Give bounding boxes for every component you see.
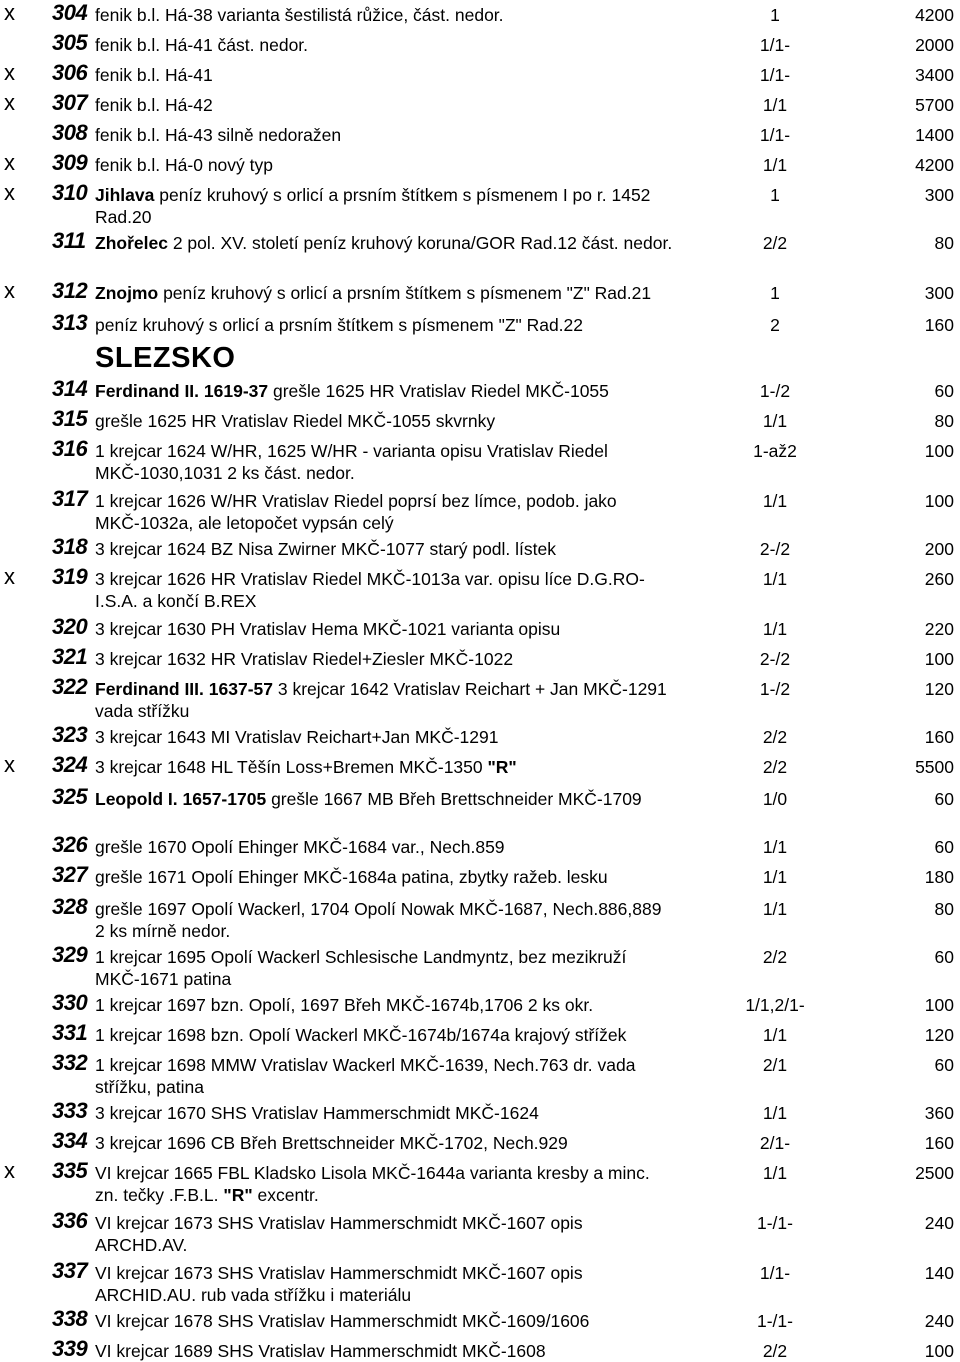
lot-number: 331 <box>52 1020 88 1045</box>
selected-mark: x <box>4 90 15 115</box>
lot-description: VI krejcar 1678 SHS Vratislav Hammerschmidt MKČ-1609/1606 <box>95 1311 590 1331</box>
lot-price: 200 <box>924 539 954 559</box>
lot-description: 3 krejcar 1632 HR Vratislav Riedel+Ziesler MKČ-1022 <box>95 649 514 669</box>
lot-number: 304 <box>52 0 88 25</box>
lot-number: 323 <box>52 722 88 747</box>
lot-description: 1 krejcar 1698 bzn. Opolí Wackerl MKČ-1674b/1674a krajový střížek <box>95 1025 627 1045</box>
lot-grade: 1-/1- <box>757 1311 793 1331</box>
lot-number: 339 <box>52 1336 88 1361</box>
lot-grade: 2/2 <box>762 1341 788 1361</box>
lot-price: 100 <box>924 1341 954 1361</box>
lot-price: 360 <box>924 1103 954 1123</box>
lot-price: 160 <box>924 315 954 335</box>
lot-price: 2500 <box>915 1163 954 1183</box>
lot-price: 60 <box>934 381 954 401</box>
lot-grade: 2/2 <box>762 947 788 967</box>
lot-grade: 1 <box>770 5 780 25</box>
rarity-mark: "R" <box>223 1185 253 1205</box>
lot-description: 1 krejcar 1624 W/HR, 1625 W/HR - varianta opisu Vratislav Riedel MKČ-1030,1031 2 ks část. nedor. <box>95 441 608 483</box>
selected-mark: x <box>4 752 15 777</box>
lot-grade: 1/1- <box>759 65 791 85</box>
lot-description: grešle 1670 Opolí Ehinger MKČ-1684 var., Nech.859 <box>95 837 505 857</box>
lot-grade: 1/1 <box>762 619 788 639</box>
lot-price: 5500 <box>915 757 954 777</box>
lot-price: 100 <box>924 441 954 461</box>
lot-price: 160 <box>924 727 954 747</box>
lot-description: fenik b.l. Há-0 nový typ <box>95 155 273 175</box>
lot-price: 4200 <box>915 5 954 25</box>
lot-description: Ferdinand III. 1637-57 3 krejcar 1642 Vratislav Reichart + Jan MKČ-1291 vada střížku <box>95 679 667 721</box>
lot-price: 100 <box>924 995 954 1015</box>
lot-price: 180 <box>924 867 954 887</box>
lot-grade: 1/1 <box>762 1025 788 1045</box>
lot-grade: 2/2 <box>762 727 788 747</box>
lot-heading: Ferdinand II. 1619-37 <box>95 381 269 401</box>
lot-grade: 1/1 <box>762 867 788 887</box>
lot-description: fenik b.l. Há-43 silně nedoražen <box>95 125 342 145</box>
lot-grade: 1/1- <box>759 1263 791 1283</box>
lot-grade: 1 <box>770 185 780 205</box>
lot-grade: 1/1 <box>762 837 788 857</box>
lot-description: grešle 1671 Opolí Ehinger MKČ-1684a patina, zbytky ražeb. lesku <box>95 867 608 887</box>
lot-grade: 1/1,2/1- <box>745 995 805 1015</box>
lot-number: 338 <box>52 1306 88 1331</box>
lot-grade: 1/0 <box>762 789 788 809</box>
selected-mark: x <box>4 278 15 303</box>
lot-description: Zhořelec 2 pol. XV. století peníz kruhový koruna/GOR Rad.12 část. nedor. <box>95 233 673 253</box>
lot-grade: 1/1 <box>762 155 788 175</box>
lot-grade: 1/1 <box>762 411 788 431</box>
lot-grade: 2/2 <box>762 233 788 253</box>
lot-price: 80 <box>934 899 954 919</box>
lot-description: VI krejcar 1689 SHS Vratislav Hammerschmidt MKČ-1608 <box>95 1341 546 1361</box>
lot-number: 319 <box>52 564 88 589</box>
lot-price: 220 <box>924 619 954 639</box>
lot-number: 320 <box>52 614 88 639</box>
lot-grade: 1-/1- <box>757 1213 793 1233</box>
lot-heading: Jihlava <box>95 185 155 205</box>
lot-number: 325 <box>52 784 88 809</box>
selected-mark: x <box>4 564 15 589</box>
lot-grade: 1/1- <box>759 125 791 145</box>
lot-description: Leopold I. 1657-1705 grešle 1667 MB Břeh Brettschneider MKČ-1709 <box>95 789 642 809</box>
lot-grade: 1 <box>770 283 780 303</box>
lot-description: 3 krejcar 1643 MI Vratislav Reichart+Jan MKČ-1291 <box>95 727 499 747</box>
lot-number: 314 <box>52 376 88 401</box>
lot-description: Jihlava peníz kruhový s orlicí a prsním štítkem s písmenem I po r. 1452 Rad.20 <box>95 185 651 227</box>
lot-description: VI krejcar 1673 SHS Vratislav Hammerschmidt MKČ-1607 opis ARCHD.AV. <box>95 1213 583 1255</box>
lot-description: 1 krejcar 1626 W/HR Vratislav Riedel poprsí bez límce, podob. jako MKČ-1032a, ale letopočet vypsán celý <box>95 491 617 533</box>
lot-number: 328 <box>52 894 88 919</box>
lot-price: 80 <box>934 411 954 431</box>
lot-price: 80 <box>934 233 954 253</box>
lot-grade: 1/1 <box>762 569 788 589</box>
lot-grade: 1/1 <box>762 899 788 919</box>
lot-number: 318 <box>52 534 88 559</box>
lot-heading: Znojmo <box>95 283 159 303</box>
lot-number: 305 <box>52 30 88 55</box>
lot-number: 309 <box>52 150 88 175</box>
lot-grade: 2/1- <box>759 1133 791 1153</box>
lot-grade: 1-/2 <box>759 381 791 401</box>
lot-grade: 2-/2 <box>759 649 791 669</box>
lot-price: 300 <box>924 283 954 303</box>
lot-description: grešle 1697 Opolí Wackerl, 1704 Opolí Nowak MKČ-1687, Nech.886,889 2 ks mírně nedor. <box>95 899 662 941</box>
lot-description: fenik b.l. Há-41 <box>95 65 213 85</box>
lot-grade: 1/1 <box>762 1163 788 1183</box>
lot-number: 333 <box>52 1098 88 1123</box>
lot-price: 5700 <box>915 95 954 115</box>
lot-number: 321 <box>52 644 88 669</box>
lot-number: 316 <box>52 436 88 461</box>
selected-mark: x <box>4 150 15 175</box>
section-heading: SLEZSKO <box>95 342 236 374</box>
lot-price: 100 <box>924 649 954 669</box>
lot-number: 315 <box>52 406 88 431</box>
lot-grade: 1/1 <box>762 95 788 115</box>
lot-price: 4200 <box>915 155 954 175</box>
lot-price: 60 <box>934 1055 954 1075</box>
lot-number: 330 <box>52 990 88 1015</box>
lot-description: 3 krejcar 1696 CB Břeh Brettschneider MKČ-1702, Nech.929 <box>95 1133 568 1153</box>
lot-price: 120 <box>924 679 954 699</box>
lot-description: 1 krejcar 1697 bzn. Opolí, 1697 Břeh MKČ-1674b,1706 2 ks okr. <box>95 995 594 1015</box>
lot-price: 60 <box>934 947 954 967</box>
selected-mark: x <box>4 1158 15 1183</box>
lot-grade: 1/1 <box>762 491 788 511</box>
lot-description: Znojmo peníz kruhový s orlicí a prsním štítkem s písmenem "Z" Rad.21 <box>95 283 652 303</box>
lot-number: 334 <box>52 1128 88 1153</box>
lot-price: 3400 <box>915 65 954 85</box>
lot-grade: 1-až2 <box>753 441 797 461</box>
lot-price: 260 <box>924 569 954 589</box>
lot-price: 160 <box>924 1133 954 1153</box>
lot-grade: 1/1 <box>762 1103 788 1123</box>
selected-mark: x <box>4 0 15 25</box>
lot-price: 60 <box>934 789 954 809</box>
lot-description: 1 krejcar 1698 MMW Vratislav Wackerl MKČ-1639, Nech.763 dr. vada střížku, patina <box>95 1055 636 1097</box>
lot-heading: Leopold I. 1657-1705 <box>95 789 267 809</box>
lot-price: 120 <box>924 1025 954 1045</box>
lot-number: 313 <box>52 310 88 335</box>
lot-description: 3 krejcar 1626 HR Vratislav Riedel MKČ-1013a var. opisu líce D.G.RO-I.S.A. a končí B.REX <box>95 569 645 611</box>
lot-number: 324 <box>52 752 88 777</box>
lot-description: fenik b.l. Há-38 varianta šestilistá růžice, část. nedor. <box>95 5 504 25</box>
lot-grade: 2 <box>770 315 780 335</box>
lot-number: 327 <box>52 862 88 887</box>
lot-number: 335 <box>52 1158 88 1183</box>
lot-price: 100 <box>924 491 954 511</box>
lot-number: 326 <box>52 832 88 857</box>
lot-number: 336 <box>52 1208 88 1233</box>
lot-number: 306 <box>52 60 88 85</box>
lot-grade: 1/1- <box>759 35 791 55</box>
lot-price: 300 <box>924 185 954 205</box>
lot-number: 329 <box>52 942 88 967</box>
lot-price: 60 <box>934 837 954 857</box>
lot-description: 3 krejcar 1648 HL Těšín Loss+Bremen MKČ-1350 "R" <box>95 757 517 777</box>
lot-description: fenik b.l. Há-42 <box>95 95 213 115</box>
lot-price: 140 <box>924 1263 954 1283</box>
lot-description: 3 krejcar 1630 PH Vratislav Hema MKČ-1021 varianta opisu <box>95 619 561 639</box>
lot-description: VI krejcar 1665 FBL Kladsko Lisola MKČ-1644a varianta kresby a minc. zn. tečky .F.B.L. "R" excentr. <box>95 1163 650 1205</box>
lot-number: 322 <box>52 674 88 699</box>
lot-number: 337 <box>52 1258 88 1283</box>
lot-description: Ferdinand II. 1619-37 grešle 1625 HR Vratislav Riedel MKČ-1055 <box>95 381 609 401</box>
lot-grade: 2/2 <box>762 757 788 777</box>
lot-grade: 2-/2 <box>759 539 791 559</box>
lot-price: 1400 <box>915 125 954 145</box>
lot-number: 332 <box>52 1050 88 1075</box>
lot-description: 3 krejcar 1670 SHS Vratislav Hammerschmidt MKČ-1624 <box>95 1103 539 1123</box>
lot-price: 240 <box>924 1311 954 1331</box>
lot-description: fenik b.l. Há-41 část. nedor. <box>95 35 309 55</box>
lot-grade: 1-/2 <box>759 679 791 699</box>
lot-description: peníz kruhový s orlicí a prsním štítkem s písmenem "Z" Rad.22 <box>95 315 584 335</box>
lot-price: 240 <box>924 1213 954 1233</box>
lot-number: 307 <box>52 90 88 115</box>
lot-heading: Zhořelec <box>95 233 168 253</box>
lot-description: grešle 1625 HR Vratislav Riedel MKČ-1055 skvrnky <box>95 411 496 431</box>
lot-description: 3 krejcar 1624 BZ Nisa Zwirner MKČ-1077 starý podl. lístek <box>95 539 556 559</box>
lot-number: 311 <box>52 228 86 253</box>
lot-number: 312 <box>52 278 88 303</box>
selected-mark: x <box>4 60 15 85</box>
lot-number: 317 <box>52 486 88 511</box>
selected-mark: x <box>4 180 15 205</box>
lot-number: 310 <box>52 180 88 205</box>
lot-price: 2000 <box>915 35 954 55</box>
lot-number: 308 <box>52 120 88 145</box>
lot-grade: 2/1 <box>762 1055 788 1075</box>
rarity-mark: "R" <box>487 757 517 777</box>
lot-heading: Ferdinand III. 1637-57 <box>95 679 273 699</box>
lot-description: VI krejcar 1673 SHS Vratislav Hammerschmidt MKČ-1607 opis ARCHID.AU. rub vada střížku i materiálu <box>95 1263 583 1305</box>
lot-description: 1 krejcar 1695 Opolí Wackerl Schlesische Landmyntz, bez mezikruží MKČ-1671 patina <box>95 947 627 989</box>
